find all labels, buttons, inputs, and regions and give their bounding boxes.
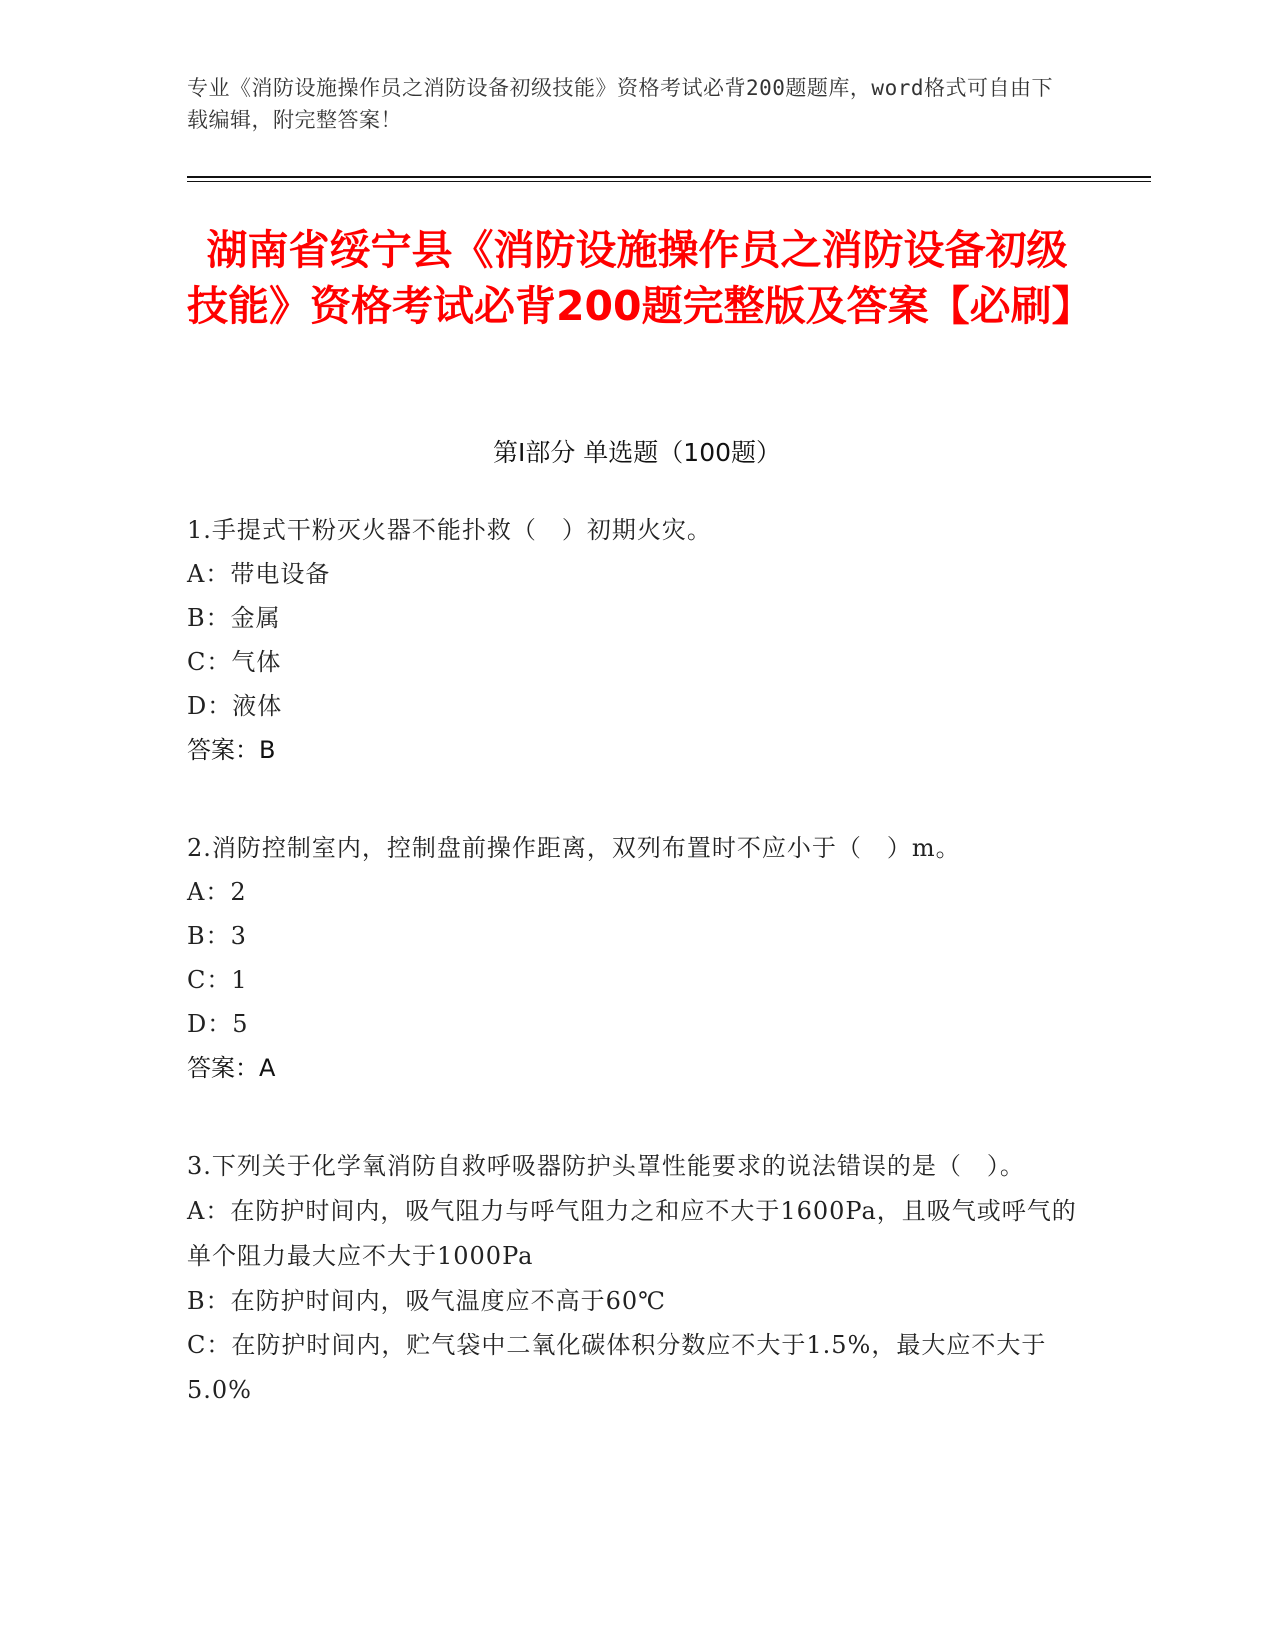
question-1: [187, 508, 1087, 772]
option-d: D：5: [187, 1010, 249, 1038]
option-a: A：带电设备: [187, 560, 331, 588]
option-a: A：2: [187, 878, 247, 906]
option-c: C：气体: [187, 648, 282, 676]
section-title: 第Ⅰ部分 单选题（100题）: [492, 438, 782, 467]
header-divider-thin: [187, 181, 1151, 182]
question-stem: 3.下列关于化学氧消防自救呼吸器防护头罩性能要求的说法错误的是（ ）。: [187, 1152, 1025, 1180]
question-stem: 1.手提式干粉灭火器不能扑救（ ）初期火灾。: [187, 516, 712, 544]
header-note: 专业《消防设施操作员之消防设备初级技能》资格考试必背200题题库，word格式可自由下载编辑，附完整答案！: [187, 76, 1053, 132]
question-3: [187, 1144, 1087, 1413]
answer-label: 答案：A: [187, 1054, 276, 1082]
page-title: 湖南省绥宁县《消防设施操作员之消防设备初级技能》资格考试必背200题完整版及答案【必刷】: [187, 226, 1093, 330]
header-divider-thick: [187, 176, 1151, 178]
answer-label: 答案：B: [187, 736, 276, 764]
option-a: A：在防护时间内，吸气阻力与呼气阻力之和应不大于1600Pa，且吸气或呼气的单个阻力最大应不大于1000Pa: [187, 1197, 1077, 1270]
option-d: D：液体: [187, 692, 283, 720]
option-c: C：1: [187, 966, 248, 994]
question-stem: 2.消防控制室内，控制盘前操作距离，双列布置时不应小于（ ）m。: [187, 834, 961, 862]
option-c: C：在防护时间内，贮气袋中二氧化碳体积分数应不大于1.5%，最大应不大于5.0%: [187, 1331, 1047, 1404]
option-b: B：金属: [187, 604, 281, 632]
option-b: B：在防护时间内，吸气温度应不高于60℃: [187, 1287, 667, 1315]
question-2: [187, 826, 1087, 1090]
option-b: B：3: [187, 922, 247, 950]
